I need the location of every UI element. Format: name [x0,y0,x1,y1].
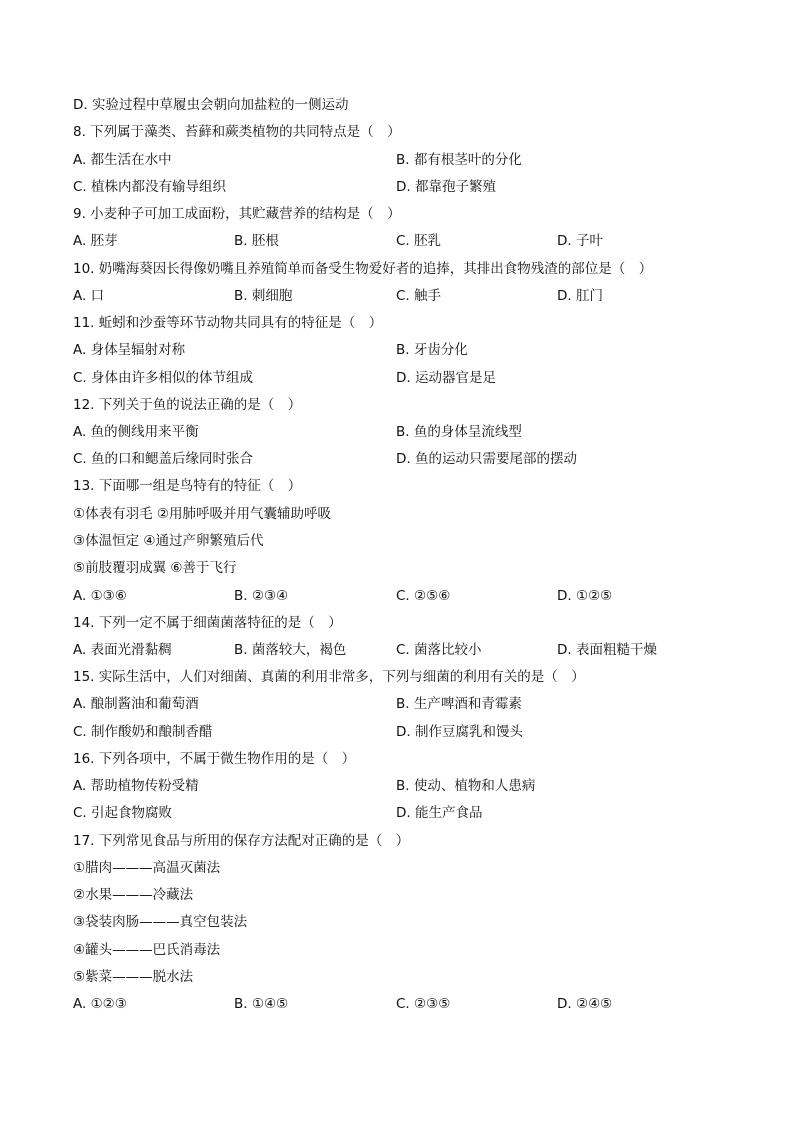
q12-options-row1 [73,423,734,441]
q17-option-b: B. ①④⑤ [234,996,289,1012]
q16-options-row2 [73,804,734,822]
q10-option-a: A. 口 [73,288,105,304]
q8-option-c: C. 植株内都没有输导组织 [73,179,227,195]
q13-option-c: C. ②⑤⑥ [396,588,451,604]
q10-option-c: C. 触手 [396,288,442,304]
q12-option-a: A. 鱼的侧线用来平衡 [73,424,199,440]
q8-option-d: D. 都靠孢子繁殖 [396,179,496,195]
q15-option-c: C. 制作酸奶和酿制香醋 [73,724,213,740]
q11-option-c: C. 身体由许多相似的体节组成 [73,370,254,386]
q15-options-row1 [73,695,734,713]
q17-statement-1: ①腊肉———高温灭菌法 [73,860,221,876]
q14-option-c: C. 菌落比较小 [396,642,482,658]
question-16: 16. 下列各项中，不属于微生物作用的是（ ） [73,751,356,767]
q17-options [73,995,734,1013]
q12-option-d: D. 鱼的运动只需要尾部的摆动 [396,451,577,467]
q8-option-b: B. 都有根茎叶的分化 [396,152,522,168]
question-10: 10. 奶嘴海葵因长得像奶嘴且养殖简单而备受生物爱好者的追捧，其排出食物残渣的部位是（ ） [73,261,653,277]
question-8: 8. 下列属于藻类、苔藓和蕨类植物的共同特点是（ ） [73,124,401,140]
question-15: 15. 实际生活中，人们对细菌、真菌的利用非常多，下列与细菌的利用有关的是（ ） [73,669,585,685]
q11-option-b: B. 牙齿分化 [396,342,468,358]
q12-options-row2 [73,450,734,468]
q16-option-d: D. 能生产食品 [396,805,483,821]
q13-statement-2: ③体温恒定 ④通过产卵繁殖后代 [73,533,264,549]
question-9: 9. 小麦种子可加工成面粉，其贮藏营养的结构是（ ） [73,206,401,222]
q8-option-a: A. 都生活在水中 [73,152,172,168]
q15-option-d: D. 制作豆腐乳和馒头 [396,724,523,740]
q11-option-a: A. 身体呈辐射对称 [73,342,186,358]
q14-option-b: B. 菌落较大，褐色 [234,642,347,658]
q16-options-row1 [73,777,734,795]
q9-option-b: B. 胚根 [234,233,279,249]
q13-option-d: D. ①②⑤ [557,588,613,604]
q17-option-c: C. ②③⑤ [396,996,451,1012]
q10-options [73,287,734,305]
question-17: 17. 下列常见食品与所用的保存方法配对正确的是（ ） [73,833,410,849]
q17-statement-5: ⑤紫菜———脱水法 [73,969,194,985]
option-d-q7: D. 实验过程中草履虫会朝向加盐粒的一侧运动 [73,97,349,113]
q12-option-b: B. 鱼的身体呈流线型 [396,424,522,440]
q8-options-row1 [73,151,734,169]
q10-option-d: D. 肛门 [557,288,603,304]
q16-option-b: B. 使动、植物和人患病 [396,778,536,794]
q9-options [73,232,734,250]
q17-option-d: D. ②④⑤ [557,996,613,1012]
q13-option-a: A. ①③⑥ [73,588,127,604]
question-11: 11. 蚯蚓和沙蚕等环节动物共同具有的特征是（ ） [73,315,383,331]
q15-option-b: B. 生产啤酒和青霉素 [396,696,522,712]
q14-options [73,641,734,659]
q9-option-c: C. 胚乳 [396,233,442,249]
q15-option-a: A. 酿制酱油和葡萄酒 [73,696,199,712]
q15-options-row2 [73,723,734,741]
question-14: 14. 下列一定不属于细菌菌落特征的是（ ） [73,615,342,631]
q9-option-a: A. 胚芽 [73,233,118,249]
q17-statement-2: ②水果———冷藏法 [73,887,194,903]
q11-option-d: D. 运动器官是足 [396,370,496,386]
q17-statement-4: ④罐头———巴氏消毒法 [73,942,221,958]
q17-option-a: A. ①②③ [73,996,127,1012]
q17-statement-3: ③袋装肉肠———真空包装法 [73,914,248,930]
question-12: 12. 下列关于鱼的说法正确的是（ ） [73,397,302,413]
q8-options-row2 [73,178,734,196]
q11-options-row1 [73,341,734,359]
q14-option-a: A. 表面光滑黏稠 [73,642,172,658]
q10-option-b: B. 刺细胞 [234,288,293,304]
q13-options [73,587,734,605]
q13-option-b: B. ②③④ [234,588,289,604]
q16-option-c: C. 引起食物腐败 [73,805,173,821]
q13-statement-1: ①体表有羽毛 ②用肺呼吸并用气囊辅助呼吸 [73,506,331,522]
q14-option-d: D. 表面粗糙干燥 [557,642,657,658]
question-13: 13. 下面哪一组是鸟特有的特征（ ） [73,478,302,494]
q16-option-a: A. 帮助植物传粉受精 [73,778,199,794]
q12-option-c: C. 鱼的口和鳃盖后缘同时张合 [73,451,254,467]
q13-statement-3: ⑤前肢覆羽成翼 ⑥善于飞行 [73,560,237,576]
q9-option-d: D. 子叶 [557,233,603,249]
q11-options-row2 [73,369,734,387]
